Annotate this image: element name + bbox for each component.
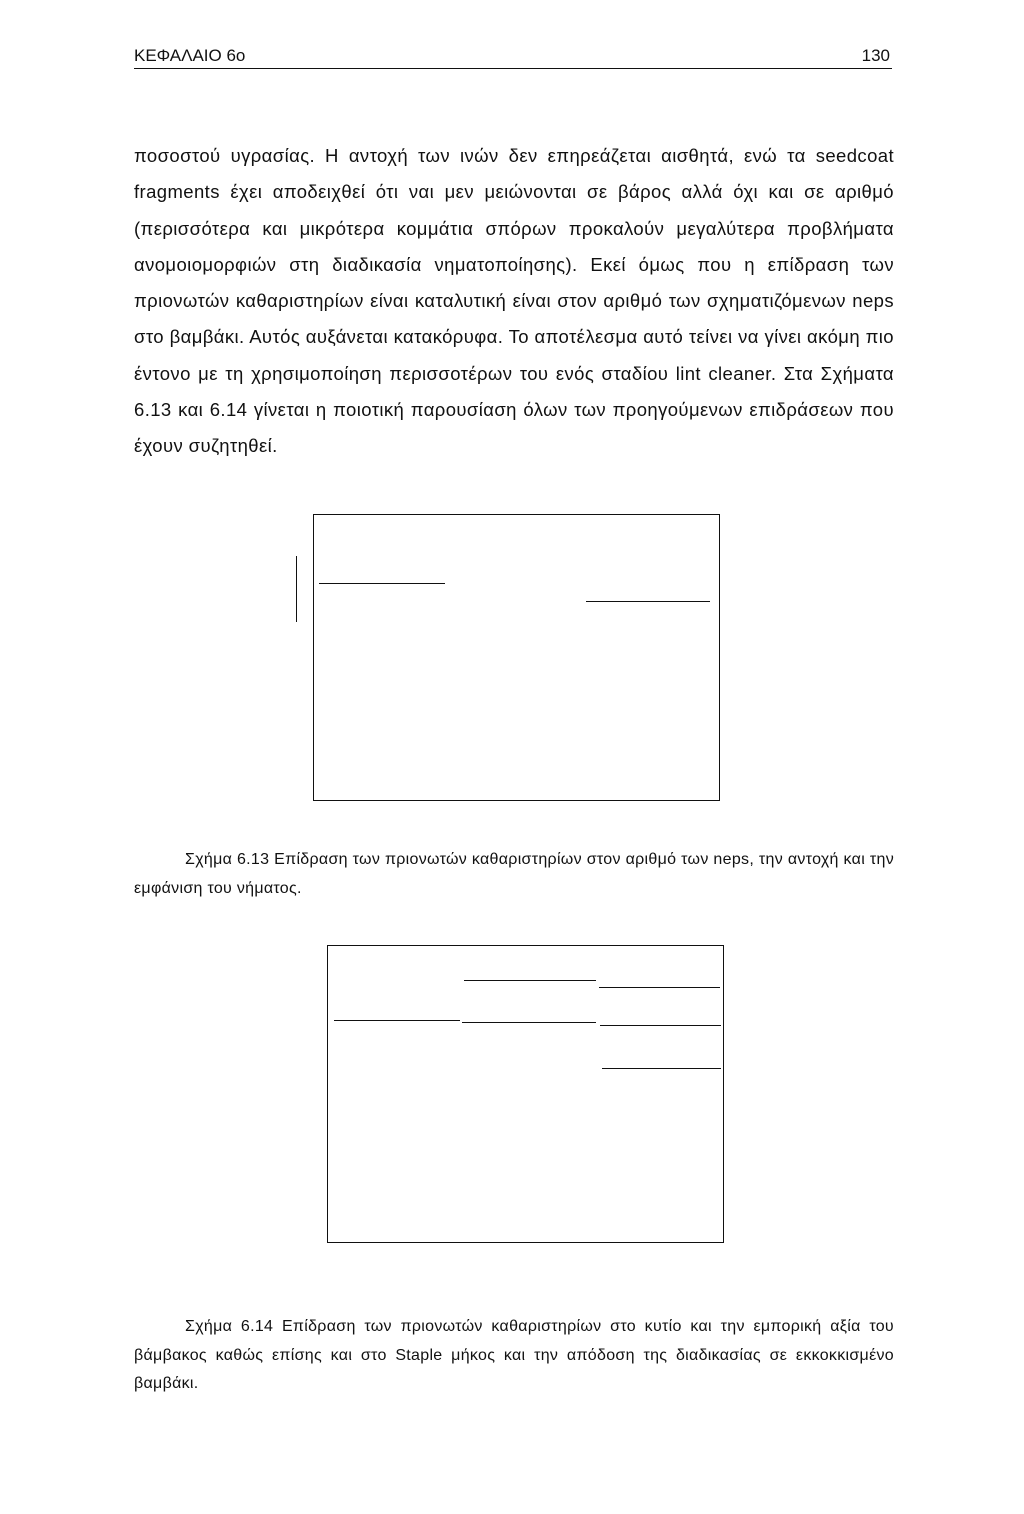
page-number: 130 <box>861 46 890 65</box>
chapter-title: ΚΕΦΑΛΑΙΟ 6ο <box>134 46 246 65</box>
figure-6-13-line <box>586 601 710 602</box>
figure-6-14-line <box>334 1020 460 1021</box>
figure-6-13-frame <box>313 514 720 801</box>
body-paragraph: ποσοστού υγρασίας. Η αντοχή των ινών δεν επηρεάζεται αισθητά, ενώ τα seedcoat fragments έχει αποδειχθεί ότι ναι μεν μειώνονται σε βάρος αλλά όχι και σε αριθμό (περισσότερα και μικρότερα κομμάτια σπόρων προκαλούν μεγαλύτερα προβλήματα ανομοιομορφιών στη διαδικασία νηματοποίησης). Εκεί όμως που η επίδραση των πριονωτών καθαριστηρίων είναι καταλυτική είναι στον αριθμό των σχηματιζόμενων neps στο βαμβάκι. Αυτός αυξάνεται κατακόρυφα. Το αποτέλεσμα αυτό τείνει να γίνει ακόμη πιο έντονο με τη χρησιμοποίηση περισσοτέρων του ενός σταδίου lint cleaner. Στα Σχήματα 6.13 και 6.14 γίνεται η ποιοτική παρουσίαση όλων των προηγούμενων επιδράσεων που έχουν συζητηθεί. <box>134 145 894 457</box>
figure-6-14-line <box>599 987 720 988</box>
figure-6-13-line <box>319 583 445 584</box>
figure-6-14-caption: Σχήμα 6.14 Επίδραση των πριονωτών καθαριστηρίων στο κυτίο και την εμπορική αξία του βάμβακος καθώς επίσης και στο Staple μήκος και την απόδοση της διαδικασίας σε εκκοκκισμένο βαμβάκι. <box>134 1318 894 1392</box>
header-rule <box>134 68 892 69</box>
figure-6-14-line <box>462 1022 596 1023</box>
figure-6-14-line <box>600 1025 721 1026</box>
figure-6-14-frame <box>327 945 724 1243</box>
figure-6-14-line <box>602 1068 721 1069</box>
figure-6-13-axis-mark <box>296 556 297 622</box>
figure-6-13-caption: Σχήμα 6.13 Επίδραση των πριονωτών καθαριστηρίων στον αριθμό των neps, την αντοχή και την εμφάνιση του νήματος. <box>134 851 894 897</box>
figure-6-14-line <box>464 980 596 981</box>
